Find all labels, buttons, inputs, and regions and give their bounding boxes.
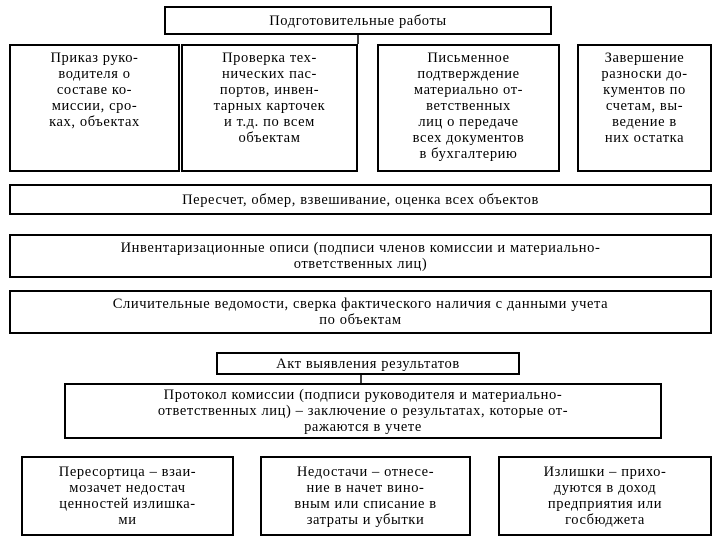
recount-box: Пересчет, обмер, взвешивание, оценка всех объектов (9, 184, 712, 215)
prep-box: Подготовительные работы (164, 6, 552, 35)
prep-step-posting: Завершение разноски до- кументов по счетам, вы- ведение в них остатка (577, 44, 712, 172)
outcome-shortages: Недостачи – отнесе- ние в начет вино- вным или списание в затраты и убытки (260, 456, 471, 536)
act-box: Акт выявления результатов (216, 352, 520, 375)
prep-step-passports: Проверка тех- нических пас- портов, инвен- тарных карточек и т.д. по всем объектам (181, 44, 358, 172)
outcome-resorting: Пересортица – взаи- мозачет недостач ценностей излишка- ми (21, 456, 234, 536)
inventory-lists-box: Инвентаризационные описи (подписи членов комиссии и материально- ответственных лиц) (9, 234, 712, 278)
prep-step-confirmation: Письменное подтверждение материально от- ветственных лиц о передаче всех документов в бухгалтерию (377, 44, 560, 172)
prep-step-order: Приказ руко- водителя о составе ко- миссии, сро- ках, объектах (9, 44, 180, 172)
protocol-box: Протокол комиссии (подписи руководителя и материально- ответственных лиц) – заключение о результатах, которые от- ражаются в учете (64, 383, 662, 439)
comparison-box: Сличительные ведомости, сверка фактического наличия с данными учета по объектам (9, 290, 712, 334)
outcome-surpluses: Излишки – прихо- дуются в доход предприятия или госбюджета (498, 456, 712, 536)
